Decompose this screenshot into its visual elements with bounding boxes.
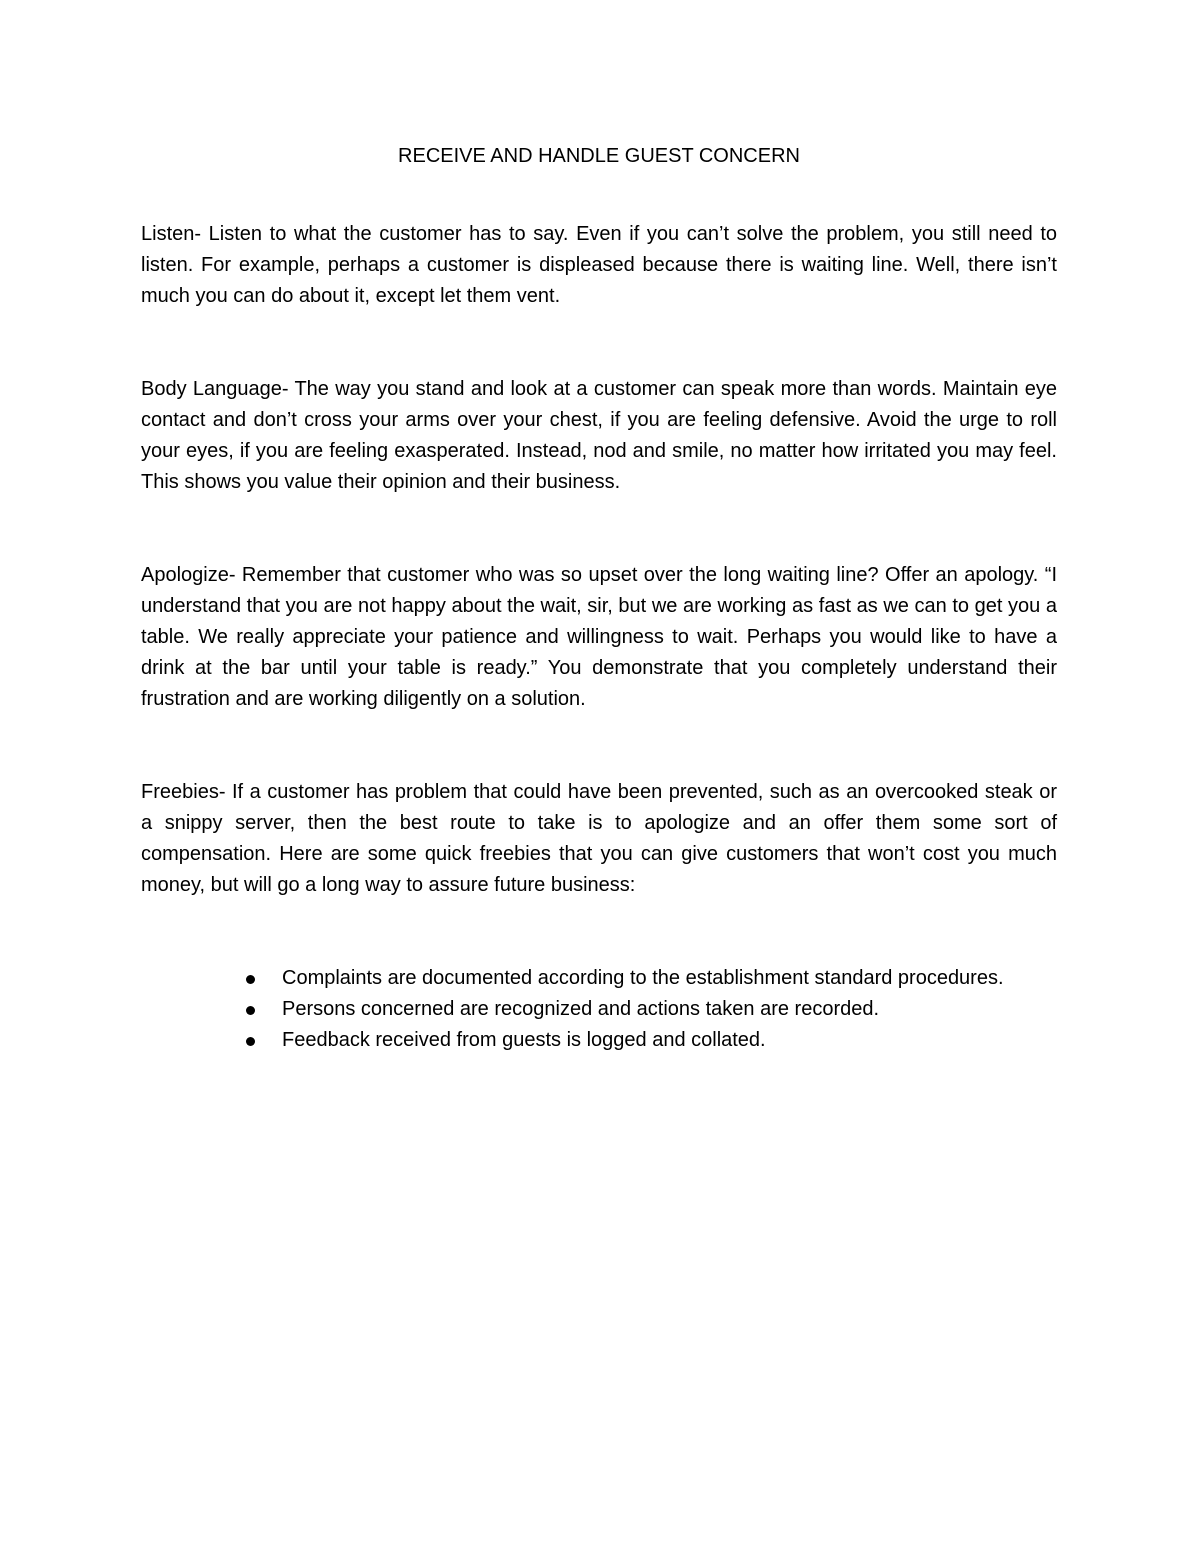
bullet-icon (246, 975, 255, 984)
bullet-icon (246, 1006, 255, 1015)
list-item-text: Feedback received from guests is logged and collated. (282, 1029, 766, 1051)
document-title: RECEIVE AND HANDLE GUEST CONCERN (398, 145, 800, 167)
list-item (141, 1025, 1057, 1056)
list-item (141, 963, 1057, 994)
paragraph-apologize: Apologize- Remember that customer who was so upset over the long waiting line? Offer an apology. “I understand that you are not happy about the wait, sir, but we are working as fast as we can to get you a table. We really appreciate your patience and willingness to wait. Perhaps you would like to have a drink at the bar until your table is ready.” You demonstrate that you completely understand their frustration and are working diligently on a solution. (141, 564, 1057, 710)
bullet-list (141, 963, 1057, 1056)
paragraph-freebies: Freebies- If a customer has problem that could have been prevented, such as an overcooked steak or a snippy server, then the best route to take is to apologize and an offer them some sort of compensation. Here are some quick freebies that you can give customers that won’t cost you much money, but will go a long way to assure future business: (141, 781, 1057, 896)
list-item-text: Complaints are documented according to the establishment standard procedures. (282, 967, 1004, 989)
list-item (141, 994, 1057, 1025)
bullet-icon (246, 1037, 255, 1046)
list-item-text: Persons concerned are recognized and actions taken are recorded. (282, 998, 880, 1020)
paragraph-body-language: Body Language- The way you stand and look at a customer can speak more than words. Maintain eye contact and don’t cross your arms over your chest, if you are feeling defensive. Avoid the urge to roll your eyes, if you are feeling exasperated. Instead, nod and smile, no matter how irritated you may feel. This shows you value their opinion and their business. (141, 378, 1057, 493)
paragraph-listen: Listen- Listen to what the customer has to say. Even if you can’t solve the problem, you still need to listen. For example, perhaps a customer is displeased because there is waiting line. Well, there isn’t much you can do about it, except let them vent. (141, 223, 1057, 307)
